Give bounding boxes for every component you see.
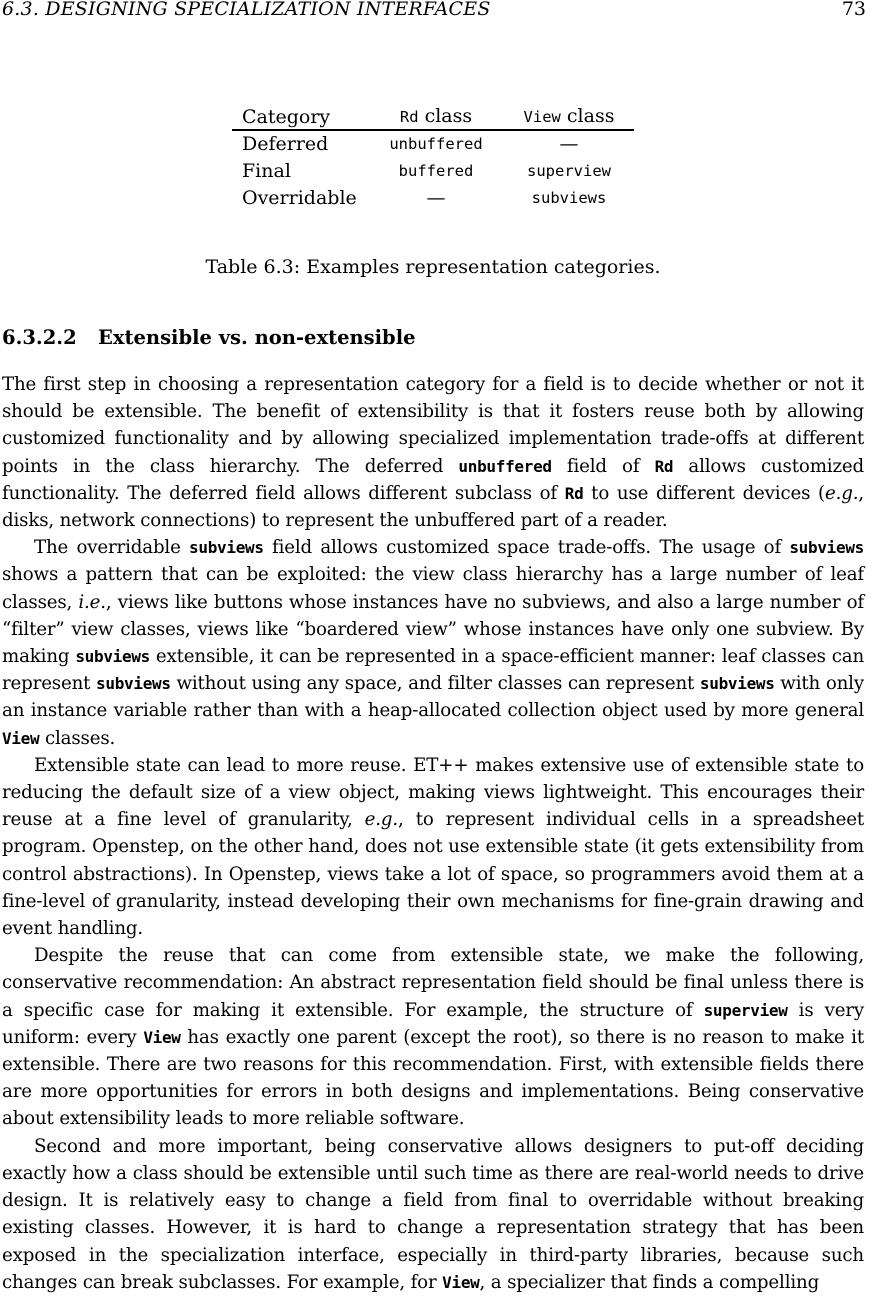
text-run: field of [551, 455, 655, 477]
column-header-category: Category [232, 104, 368, 130]
table-caption: Table 6.3: Examples representation categories. [205, 256, 661, 278]
inline-code: unbuffered [458, 456, 552, 476]
paragraph [2, 752, 864, 942]
text-run: classes. [39, 727, 116, 749]
table-cell-category: Final [242, 160, 291, 182]
paragraph [2, 534, 864, 752]
text-run: , views like buttons whose instances have no subviews, and also a large number of “filter” view classes, views like “boardered view” whose instances have only one subview. By making [2, 591, 864, 668]
inline-code: Rd [654, 456, 674, 476]
paragraph [2, 371, 864, 534]
table-row [232, 185, 634, 212]
inline-code: View [442, 1272, 480, 1292]
table-cell-category: Overridable [242, 187, 357, 209]
italic-text: e.g. [825, 482, 859, 504]
text-run: The overridable [34, 537, 190, 559]
inline-code: subviews [189, 538, 264, 558]
text-run: Despite the reuse that can come from extensible state, we make the following, conservative recommendation: An abstract representation field should be final unless there is a specific case for making it extensible. For example, the structure of [2, 945, 864, 1021]
text-run: , a specializer that finds a compelling [479, 1271, 820, 1293]
column-header-rd-class [368, 104, 504, 130]
table-row [232, 130, 634, 158]
inline-code: subviews [699, 674, 775, 694]
section-title: Extensible vs. non-extensible [98, 326, 416, 349]
text-run: shows a pattern that can be exploited: the view class hierarchy has a large number of leaf classes, [2, 564, 864, 613]
text-run: extensible, it can be represented in a space-efficient manner: leaf classes can represent [2, 646, 865, 695]
running-header [0, 0, 866, 22]
table-cell-view: — [559, 133, 579, 155]
column-header-view-code: View [523, 108, 561, 126]
representation-categories-table [232, 104, 634, 212]
inline-code: Rd [564, 483, 584, 503]
body-text [2, 371, 864, 1296]
text-run: field allows customized space trade-offs. The usage of [263, 537, 790, 559]
inline-code: subviews [789, 538, 864, 558]
text-run: , disks, network connections) to represent the unbuffered part of a reader. [2, 482, 865, 532]
text-run: with only an instance variable rather than with a heap-allocated collection object used by more general [2, 673, 864, 722]
column-header-view-suffix: class [560, 105, 615, 127]
column-header-rd-code: Rd [399, 108, 419, 126]
text-run: has exactly one parent (except the root), so there is no reason to make it extensible. There are two reasons for this recommendation. First, with extensible fields there are more opportunities for errors in both designs and implementations. Being conservative about extensibility leads to more reliable software. [2, 1026, 865, 1130]
table-cell-category: Deferred [242, 133, 329, 155]
italic-text: e.g. [364, 809, 399, 831]
table-cell-rd: unbuffered [389, 135, 483, 153]
inline-code: View [143, 1027, 181, 1047]
running-header-section: 6.3. DESIGNING SPECIALIZATION INTERFACES [2, 0, 491, 20]
section-number: 6.3.2.2 [2, 326, 77, 349]
table-cell-view: superview [527, 162, 611, 180]
column-header-rd-suffix: class [418, 105, 473, 127]
inline-code: superview [703, 1000, 788, 1020]
italic-text: i.e. [78, 591, 106, 613]
paragraph [2, 942, 864, 1132]
text-run: to use different devices ( [583, 482, 825, 504]
page-number: 73 [841, 0, 866, 20]
table-cell-view: subviews [531, 189, 607, 207]
inline-code: subviews [75, 647, 150, 667]
text-run: Second and more important, being conservative allows designers to put-off deciding exactly how a class should be extensible until such time as there are real-world needs to drive design. It is relatively easy to change a field from final to overridable without breaking existing classes. However, it is hard to change a representation strategy that has been exposed in the specialization interface, especially in third-party libraries, because such changes can break subclasses. For example, for [2, 1135, 864, 1293]
text-run: without using any space, and filter classes can represent [170, 673, 700, 695]
table-cell-rd: buffered [398, 162, 474, 180]
text-run: allows customized functionality. The deferred field allows different subclass of [2, 455, 865, 504]
text-run: is very uniform: every [2, 999, 864, 1048]
paragraph [2, 1133, 864, 1296]
table-header-row [232, 104, 634, 130]
table-row [232, 158, 634, 185]
text-run: Extensible state can lead to more reuse. ET++ makes extensive use of extensible state to reducing the default size of a view object, making views lightweight. This encourages their reuse at a fine level of granularity, [2, 754, 864, 831]
text-run: , to represent individual cells in a spreadsheet program. Openstep, on the other hand, does not use extensible state (it gets extensibility from control abstractions). In Openstep, views take a lot of space, so programmers avoid them at a fine-level of granularity, instead developing their own mechanisms for fine-grain drawing and event handling. [2, 809, 864, 940]
inline-code: View [2, 728, 40, 748]
table-cell-rd: — [426, 187, 446, 209]
section-heading [2, 326, 416, 349]
inline-code: subviews [96, 674, 171, 694]
text-run: The first step in choosing a representation category for a field is to decide whether or not it should be extensible. The benefit of extensibility is that it fosters reuse both by allowing customized functionality and by allowing specialized implementation trade-offs at different points in the class hierarchy. The deferred [2, 374, 864, 477]
column-header-view-class [504, 104, 634, 130]
